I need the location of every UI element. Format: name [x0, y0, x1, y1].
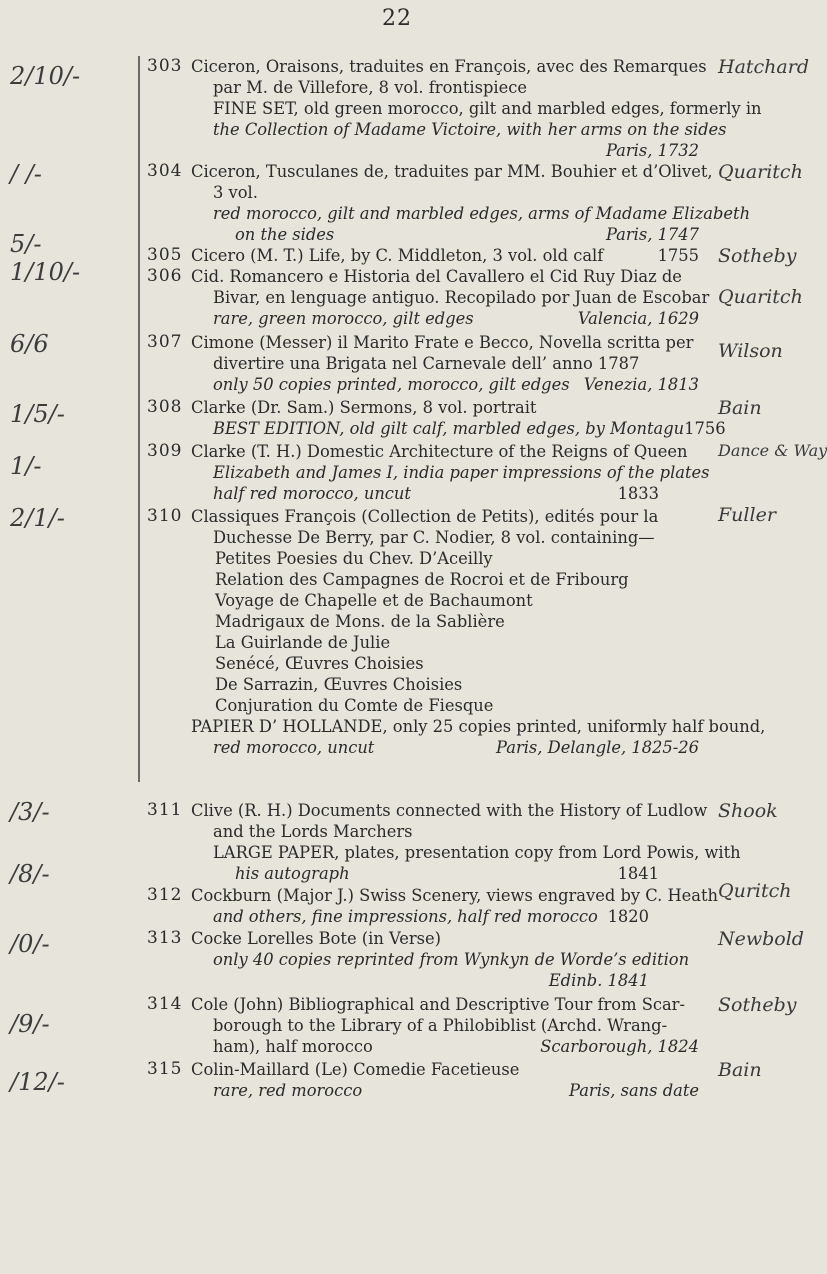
lot-308 [147, 397, 726, 439]
lot-line: Ciceron, Oraisons, traduites en François, avec des Remarques [191, 57, 707, 76]
buyer-312: Quritch [718, 880, 792, 902]
margin-price-315: /12/- [10, 1068, 65, 1096]
lot-line: Cimone (Messer) il Marito Frate e Becco, Novella scritta per [191, 333, 694, 352]
lot-line: Cicero (M. T.) Life, by C. Middleton, 3 vol. old calf [191, 246, 604, 265]
lot-place: Valencia, 1629 [577, 309, 699, 328]
list-item: Madrigaux de Mons. de la Sablière [215, 612, 505, 631]
buyer-310: Fuller [718, 504, 776, 526]
lot-place-line [191, 374, 709, 395]
lot-line: Colin-Maillard (Le) Comedie Facetieuse [191, 1060, 520, 1079]
lot-place: Edinb. 1841 [548, 971, 649, 990]
buyer-304: Quaritch [718, 161, 803, 183]
lot-line: Clarke (Dr. Sam.) Sermons, 8 vol. portrait [191, 398, 537, 417]
lot-description: his autograph [235, 864, 350, 883]
lot-place: Paris, sans date [568, 1081, 699, 1100]
lot-place: 1755 [657, 246, 699, 265]
lot-304 [147, 161, 751, 245]
lot-number: 307 [147, 332, 183, 352]
buyer-305: Sotheby [718, 245, 797, 267]
lot-place: Paris, Delangle, 1825-26 [496, 738, 699, 757]
lot-description: ham), half morocco [213, 1037, 373, 1056]
margin-price-305: 5/- [10, 230, 42, 258]
margin-price-308: 1/5/- [10, 400, 65, 428]
lot-line: Elizabeth and James I, india paper impressions of the plates [213, 463, 710, 482]
lot-number: 309 [147, 441, 183, 461]
lot-line: Duchesse De Berry, par C. Nodier, 8 vol. containing— [213, 528, 655, 547]
list-item: La Guirlande de Julie [215, 633, 391, 652]
margin-price-314: /9/- [10, 1010, 50, 1038]
lot-307 [147, 332, 709, 395]
margin-price-306: 1/10/- [10, 258, 81, 286]
page-number: 22 [382, 6, 412, 31]
lot-line: Cole (John) Bibliographical and Descriptive Tour from Scar- [191, 995, 685, 1014]
lot-description: rare, red morocco [213, 1081, 363, 1100]
lot-311 [147, 800, 741, 884]
lot-312 [147, 885, 719, 927]
lot-place-line [191, 483, 709, 504]
buyer-311: Shook [718, 800, 778, 822]
lot-number: 303 [147, 56, 183, 76]
lot-309 [147, 441, 709, 504]
lot-place: 1841 [617, 864, 659, 883]
margin-price-313: /0/- [10, 930, 50, 958]
list-item: Senécé, Œuvres Choisies [215, 654, 424, 673]
lot-number: 311 [147, 800, 183, 820]
list-item: Voyage de Chapelle et de Bachaumont [215, 591, 533, 610]
lot-place: 1820 [607, 907, 649, 926]
lot-number: 304 [147, 161, 183, 181]
buyer-314: Sotheby [718, 994, 797, 1016]
lot-313 [147, 928, 709, 991]
margin-price-312: /8/- [10, 860, 50, 888]
margin-price-310: 2/1/- [10, 504, 65, 532]
lot-description: only 50 copies printed, morocco, gilt edges [213, 375, 570, 394]
margin-price-311: /3/- [10, 798, 50, 826]
margin-price-307: 6/6 [10, 330, 49, 358]
lot-line: FINE SET, old green morocco, gilt and marbled edges, formerly in [213, 99, 762, 118]
lot-315 [147, 1059, 709, 1101]
lot-line: LARGE PAPER, plates, presentation copy from Lord Powis, with [213, 843, 741, 862]
lot-place-line [191, 224, 709, 245]
buyer-308: Bain [718, 397, 762, 419]
lot-line: Classiques François (Collection de Petits), edités pour la [191, 507, 659, 526]
lot-number: 315 [147, 1059, 183, 1079]
lot-line: Bivar, en lenguage antiguo. Recopilado por Juan de Escobar [213, 288, 710, 307]
lot-line: the Collection of Madame Victoire, with her arms on the sides [213, 120, 727, 139]
lot-place-line [191, 737, 709, 758]
lot-number: 308 [147, 397, 183, 417]
lot-description: rare, green morocco, gilt edges [213, 309, 474, 328]
lot-place: 1756 [684, 419, 726, 438]
lot-place: Venezia, 1813 [583, 375, 699, 394]
lot-line: Cid. Romancero e Historia del Cavallero el Cid Ruy Diaz de [191, 267, 682, 286]
lot-description: BEST EDITION, old gilt calf, marbled edges, by Montagu [213, 419, 685, 438]
buyer-307: Wilson [718, 340, 783, 362]
lot-line: and the Lords Marchers [213, 822, 413, 841]
lot-314 [147, 994, 709, 1057]
lot-number: 310 [147, 506, 183, 526]
lot-place-line [191, 1036, 709, 1057]
lot-line: Cocke Lorelles Bote (in Verse) [191, 929, 442, 948]
lot-place: Scarborough, 1824 [540, 1037, 699, 1056]
buyer-315: Bain [718, 1059, 762, 1081]
margin-price-309: 1/- [10, 452, 42, 480]
lot-number: 312 [147, 885, 183, 905]
lot-place: 1833 [617, 484, 659, 503]
buyer-303: Hatchard [718, 56, 809, 78]
lot-description: on the sides [235, 225, 335, 244]
lot-number: 306 [147, 266, 183, 286]
lot-line: only 40 copies reprinted from Wynkyn de Worde’s edition [213, 950, 690, 969]
lot-description: half red morocco, uncut [213, 484, 411, 503]
lot-place-line [191, 308, 709, 329]
lot-description: red morocco, uncut [213, 738, 375, 757]
lot-place: Paris, 1747 [605, 225, 699, 244]
lot-line: Cockburn (Major J.) Swiss Scenery, views engraved by C. Heath [191, 886, 719, 905]
list-item: Petites Poesies du Chev. D’Aceilly [215, 549, 493, 568]
lot-description: and others, fine impressions, half red morocco [213, 907, 598, 926]
lot-306 [147, 266, 709, 329]
contents-list [215, 548, 709, 716]
lot-line: PAPIER D’ HOLLANDE, only 25 copies printed, uniformly half bound, [191, 717, 766, 736]
lot-305 [147, 245, 709, 266]
lot-number: 313 [147, 928, 183, 948]
lot-line: 3 vol. [213, 183, 258, 202]
lot-line: Clive (R. H.) Documents connected with the History of Ludlow [191, 801, 708, 820]
lot-303 [147, 56, 762, 161]
list-item: De Sarrazin, Œuvres Choisies [215, 675, 463, 694]
lot-number: 305 [147, 245, 183, 265]
margin-price-303: 2/10/- [10, 62, 81, 90]
list-item: Conjuration du Comte de Fiesque [215, 696, 494, 715]
list-item: Relation des Campagnes de Rocroi et de Fribourg [215, 570, 629, 589]
lot-place-line [191, 1080, 709, 1101]
lot-line: divertire una Brigata nel Carnevale dell’ anno 1787 [213, 354, 640, 373]
lot-number: 314 [147, 994, 183, 1014]
buyer-309: Dance & Way [718, 441, 827, 460]
buyer-313: Newbold [718, 928, 804, 950]
lot-line: Clarke (T. H.) Domestic Architecture of the Reigns of Queen [191, 442, 688, 461]
margin-rule [138, 56, 140, 782]
lot-line: par M. de Villefore, 8 vol. frontispiece [213, 78, 527, 97]
lot-place-line [191, 863, 709, 884]
margin-price-304: / /- [10, 160, 42, 188]
lot-place: Paris, 1732 [605, 141, 699, 160]
lot-line: borough to the Library of a Philobiblist (Archd. Wrang- [213, 1016, 668, 1035]
lot-place-line [191, 418, 726, 439]
buyer-306: Quaritch [718, 286, 803, 308]
lot-line: Ciceron, Tusculanes de, traduites par MM. Bouhier et d’Olivet, [191, 162, 713, 181]
lot-line: red morocco, gilt and marbled edges, arms of Madame Elizabeth [213, 204, 751, 223]
lot-place-line [191, 906, 709, 927]
